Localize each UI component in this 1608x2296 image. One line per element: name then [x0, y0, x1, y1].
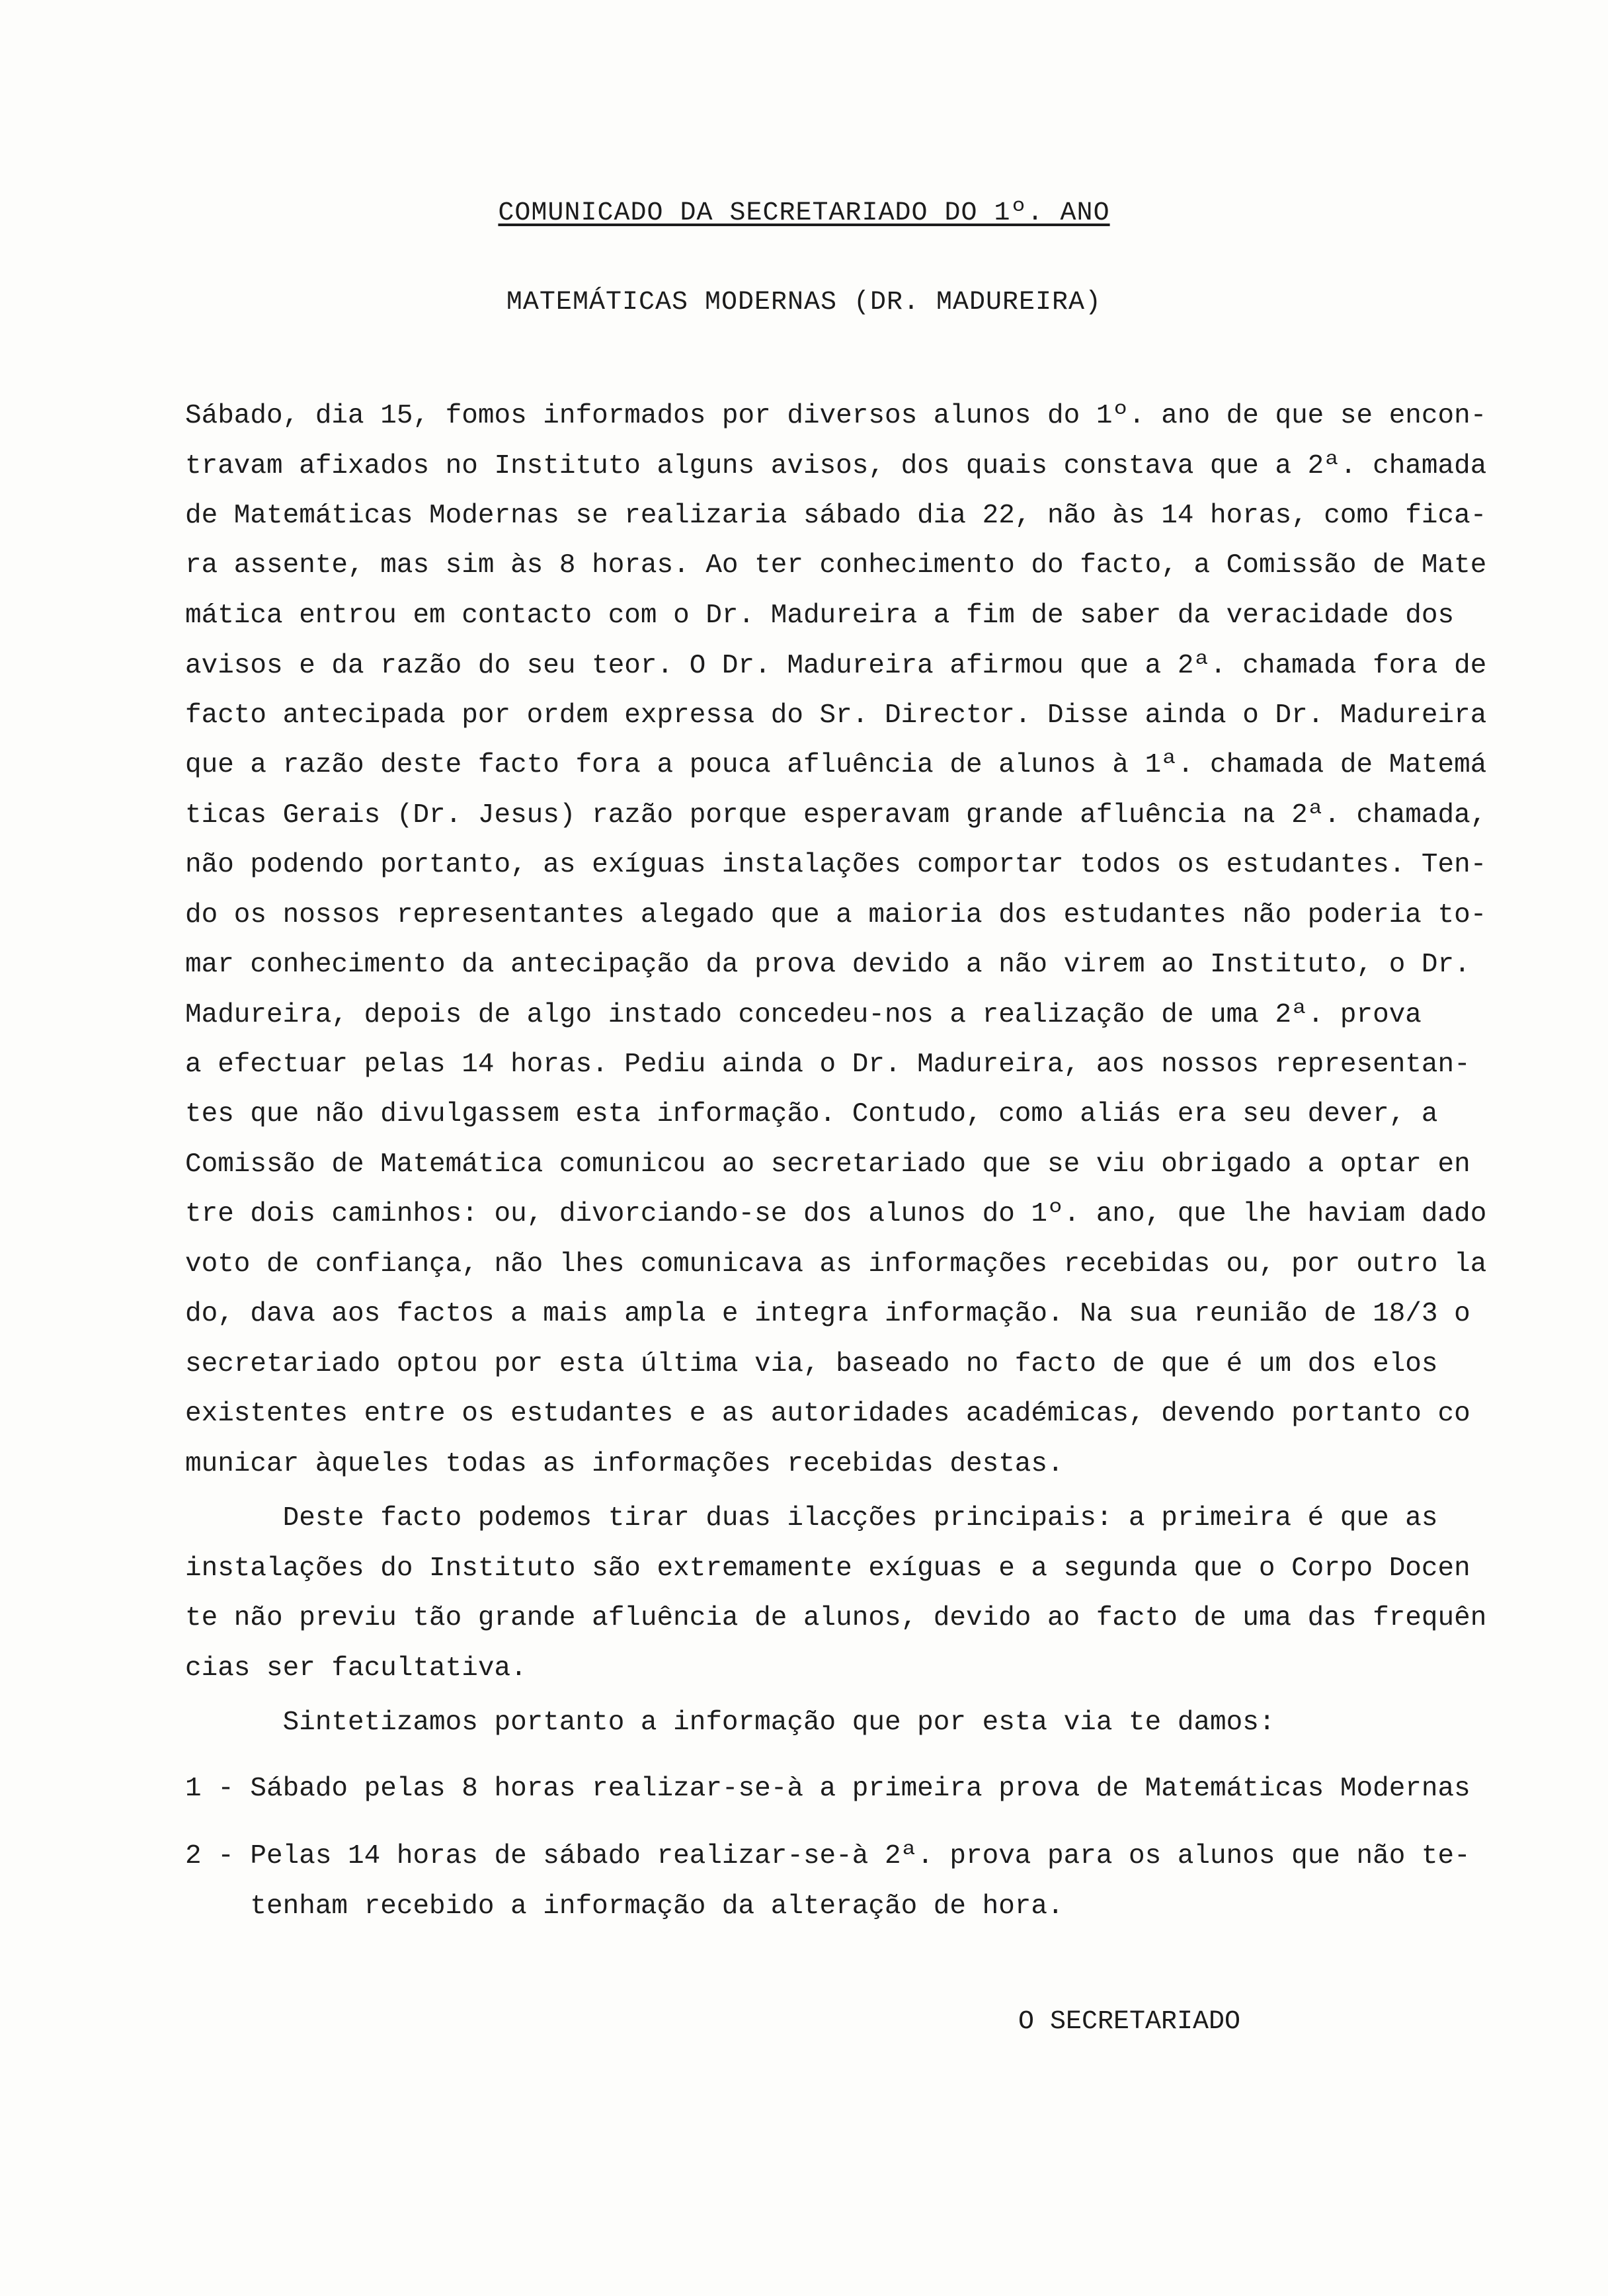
text-line: tes que não divulgassem esta informação. Contudo, como aliás era seu dever, a [185, 1099, 1438, 1129]
document-title: COMUNICADO DA SECRETARIADO DO 1º. ANO [498, 198, 1110, 228]
text-line: Comissão de Matemática comunicou ao secretariado que se viu obrigado a optar en [185, 1149, 1470, 1180]
list-item: 2 - Pelas 14 horas de sábado realizar-se-à 2ª. prova para os alunos que não te- [185, 1841, 1470, 1871]
text-line: Deste facto podemos tirar duas ilacções principais: a primeira é que as [185, 1503, 1438, 1534]
text-line: tre dois caminhos: ou, divorciando-se dos alunos do 1º. ano, que lhe haviam dado [185, 1199, 1487, 1229]
list-item: tenham recebido a informação da alteração de hora. [185, 1891, 1064, 1922]
text-line: do, dava aos factos a mais ampla e integra informação. Na sua reunião de 18/3 o [185, 1299, 1470, 1329]
list-item: 1 - Sábado pelas 8 horas realizar-se-à a primeira prova de Matemáticas Modernas [185, 1774, 1470, 1804]
text-line: que a razão deste facto fora a pouca afluência de alunos à 1ª. chamada de Matemá [185, 750, 1487, 780]
text-line: travam afixados no Instituto alguns avisos, dos quais constava que a 2ª. chamada [185, 451, 1487, 481]
document-subtitle: MATEMÁTICAS MODERNAS (DR. MADUREIRA) [506, 288, 1102, 317]
text-line: secretariado optou por esta última via, baseado no facto de que é um dos elos [185, 1349, 1438, 1379]
text-line: do os nossos representantes alegado que a maioria dos estudantes não poderia to- [185, 900, 1487, 930]
text-line: cias ser facultativa. [185, 1653, 527, 1684]
text-line: existentes entre os estudantes e as autoridades académicas, devendo portanto co [185, 1399, 1470, 1429]
text-line: avisos e da razão do seu teor. O Dr. Madureira afirmou que a 2ª. chamada fora de [185, 651, 1487, 681]
text-line: não podendo portanto, as exíguas instalações comportar todos os estudantes. Ten- [185, 850, 1487, 880]
text-line: facto antecipada por ordem expressa do Sr. Director. Disse ainda o Dr. Madureira [185, 700, 1487, 731]
text-line: a efectuar pelas 14 horas. Pediu ainda o Dr. Madureira, aos nossos representan- [185, 1049, 1470, 1080]
text-line: te não previu tão grande afluência de alunos, devido ao facto de uma das frequên [185, 1603, 1487, 1633]
signature: O SECRETARIADO [1018, 2007, 1241, 2037]
text-line: ticas Gerais (Dr. Jesus) razão porque esperavam grande afluência na 2ª. chamada, [185, 800, 1487, 831]
text-line: mática entrou em contacto com o Dr. Madureira a fim de saber da veracidade dos [185, 600, 1455, 631]
text-line: Sábado, dia 15, fomos informados por diversos alunos do 1º. ano de que se encon- [185, 401, 1487, 431]
text-line: Sintetizamos portanto a informação que por esta via te damos: [185, 1707, 1275, 1738]
text-line: de Matemáticas Modernas se realizaria sábado dia 22, não às 14 horas, como fica- [185, 501, 1487, 531]
text-line: municar àqueles todas as informações recebidas destas. [185, 1449, 1064, 1479]
text-line: voto de confiança, não lhes comunicava as informações recebidas ou, por outro la [185, 1249, 1487, 1280]
text-line: Madureira, depois de algo instado concedeu-nos a realização de uma 2ª. prova [185, 1000, 1422, 1030]
text-line: mar conhecimento da antecipação da prova devido a não virem ao Instituto, o Dr. [185, 950, 1470, 980]
text-line: instalações do Instituto são extremamente exíguas e a segunda que o Corpo Docen [185, 1553, 1470, 1584]
text-line: ra assente, mas sim às 8 horas. Ao ter conhecimento do facto, a Comissão de Mate [185, 550, 1487, 581]
